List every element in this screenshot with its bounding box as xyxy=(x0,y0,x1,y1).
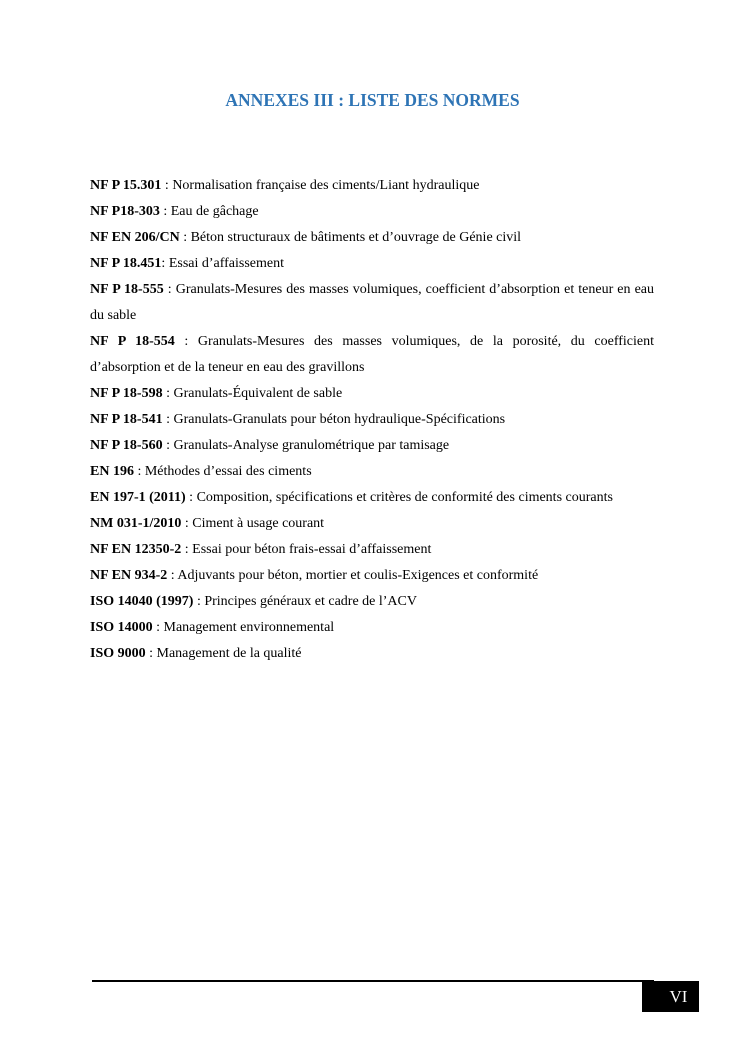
norm-code: NF P18-303 xyxy=(90,204,160,219)
norm-separator: : xyxy=(181,542,193,557)
page-number: VI xyxy=(642,981,699,1012)
norm-separator: : xyxy=(161,256,169,271)
norm-code: NF P 18.451 xyxy=(90,256,162,271)
list-item xyxy=(90,589,654,615)
norm-separator: : xyxy=(152,620,164,635)
norm-separator: : xyxy=(145,646,157,661)
norm-separator: : xyxy=(162,386,174,401)
norm-separator: : xyxy=(193,594,205,609)
norm-separator: : xyxy=(179,230,191,245)
norm-description: Béton structuraux de bâtiments et d’ouvrage de Génie civil xyxy=(190,230,522,245)
norm-code: EN 196 xyxy=(90,464,134,479)
list-item xyxy=(90,433,654,459)
list-item xyxy=(90,615,654,641)
norm-description: Adjuvants pour béton, mortier et coulis-Exigences et conformité xyxy=(177,568,539,583)
norm-separator: : xyxy=(133,464,145,479)
norm-separator: : xyxy=(181,516,193,531)
list-item xyxy=(90,225,654,251)
norm-separator: : xyxy=(162,412,174,427)
norm-description: Normalisation française des ciments/Liant hydraulique xyxy=(172,178,480,193)
norm-code: ISO 14000 xyxy=(90,620,153,635)
norm-separator: : xyxy=(162,438,174,453)
norm-code: NF P 18-555 xyxy=(90,282,164,297)
norm-description: Granulats-Mesures des masses volumiques, coefficient d’absorption et teneur en eau du sable xyxy=(90,282,655,323)
norm-separator: : xyxy=(167,568,178,583)
list-item xyxy=(90,459,654,485)
norm-separator: : xyxy=(185,490,197,505)
norm-code: NM 031-1/2010 xyxy=(90,516,182,531)
list-item xyxy=(90,251,654,277)
list-item xyxy=(90,329,654,381)
norm-description: Granulats-Équivalent de sable xyxy=(173,386,343,401)
norm-description: Eau de gâchage xyxy=(170,204,259,219)
norm-code: NF P 18-541 xyxy=(90,412,163,427)
norm-description: Granulats-Mesures des masses volumiques, de la porosité, du coefficient d’absorption et de la teneur en eau des gravillons xyxy=(90,334,654,375)
norm-description: Ciment à usage courant xyxy=(192,516,325,531)
norm-code: EN 197-1 (2011) xyxy=(90,490,186,505)
list-item xyxy=(90,381,654,407)
norm-code: NF EN 206/CN xyxy=(90,230,180,245)
norm-code: NF EN 12350-2 xyxy=(90,542,182,557)
norm-description: Principes généraux et cadre de l’ACV xyxy=(204,594,417,609)
norm-code: ISO 9000 xyxy=(90,646,146,661)
norm-code: NF P 18-560 xyxy=(90,438,163,453)
list-item xyxy=(90,277,654,329)
norm-separator: : xyxy=(161,178,173,193)
norm-description: Composition, spécifications et critères de conformité des ciments courants xyxy=(196,490,613,505)
page-title: ANNEXES III : LISTE DES NORMES xyxy=(225,90,520,110)
norm-code: NF P 18-554 xyxy=(90,334,175,349)
norm-description: Méthodes d’essai des ciments xyxy=(144,464,312,479)
norm-separator: : xyxy=(174,334,198,349)
list-item xyxy=(90,641,654,667)
norm-description: Essai pour béton frais-essai d’affaissement xyxy=(192,542,432,557)
list-item xyxy=(90,199,654,225)
list-item xyxy=(90,173,654,199)
norm-separator: : xyxy=(163,282,176,297)
norm-list xyxy=(90,173,654,667)
norm-description: Granulats-Analyse granulométrique par tamisage xyxy=(173,438,450,453)
footer-divider xyxy=(92,980,654,982)
norm-description: Management environnemental xyxy=(163,620,335,635)
norm-description: Granulats-Granulats pour béton hydraulique-Spécifications xyxy=(173,412,506,427)
norm-separator: : xyxy=(159,204,171,219)
list-item xyxy=(90,563,654,589)
norm-code: ISO 14040 (1997) xyxy=(90,594,194,609)
list-item xyxy=(90,485,654,511)
norm-code: NF EN 934-2 xyxy=(90,568,168,583)
list-item xyxy=(90,537,654,563)
list-item xyxy=(90,407,654,433)
norm-code: NF P 18-598 xyxy=(90,386,163,401)
norm-description: Essai d’affaissement xyxy=(168,256,285,271)
norm-code: NF P 15.301 xyxy=(90,178,162,193)
list-item xyxy=(90,511,654,537)
norm-description: Management de la qualité xyxy=(156,646,302,661)
